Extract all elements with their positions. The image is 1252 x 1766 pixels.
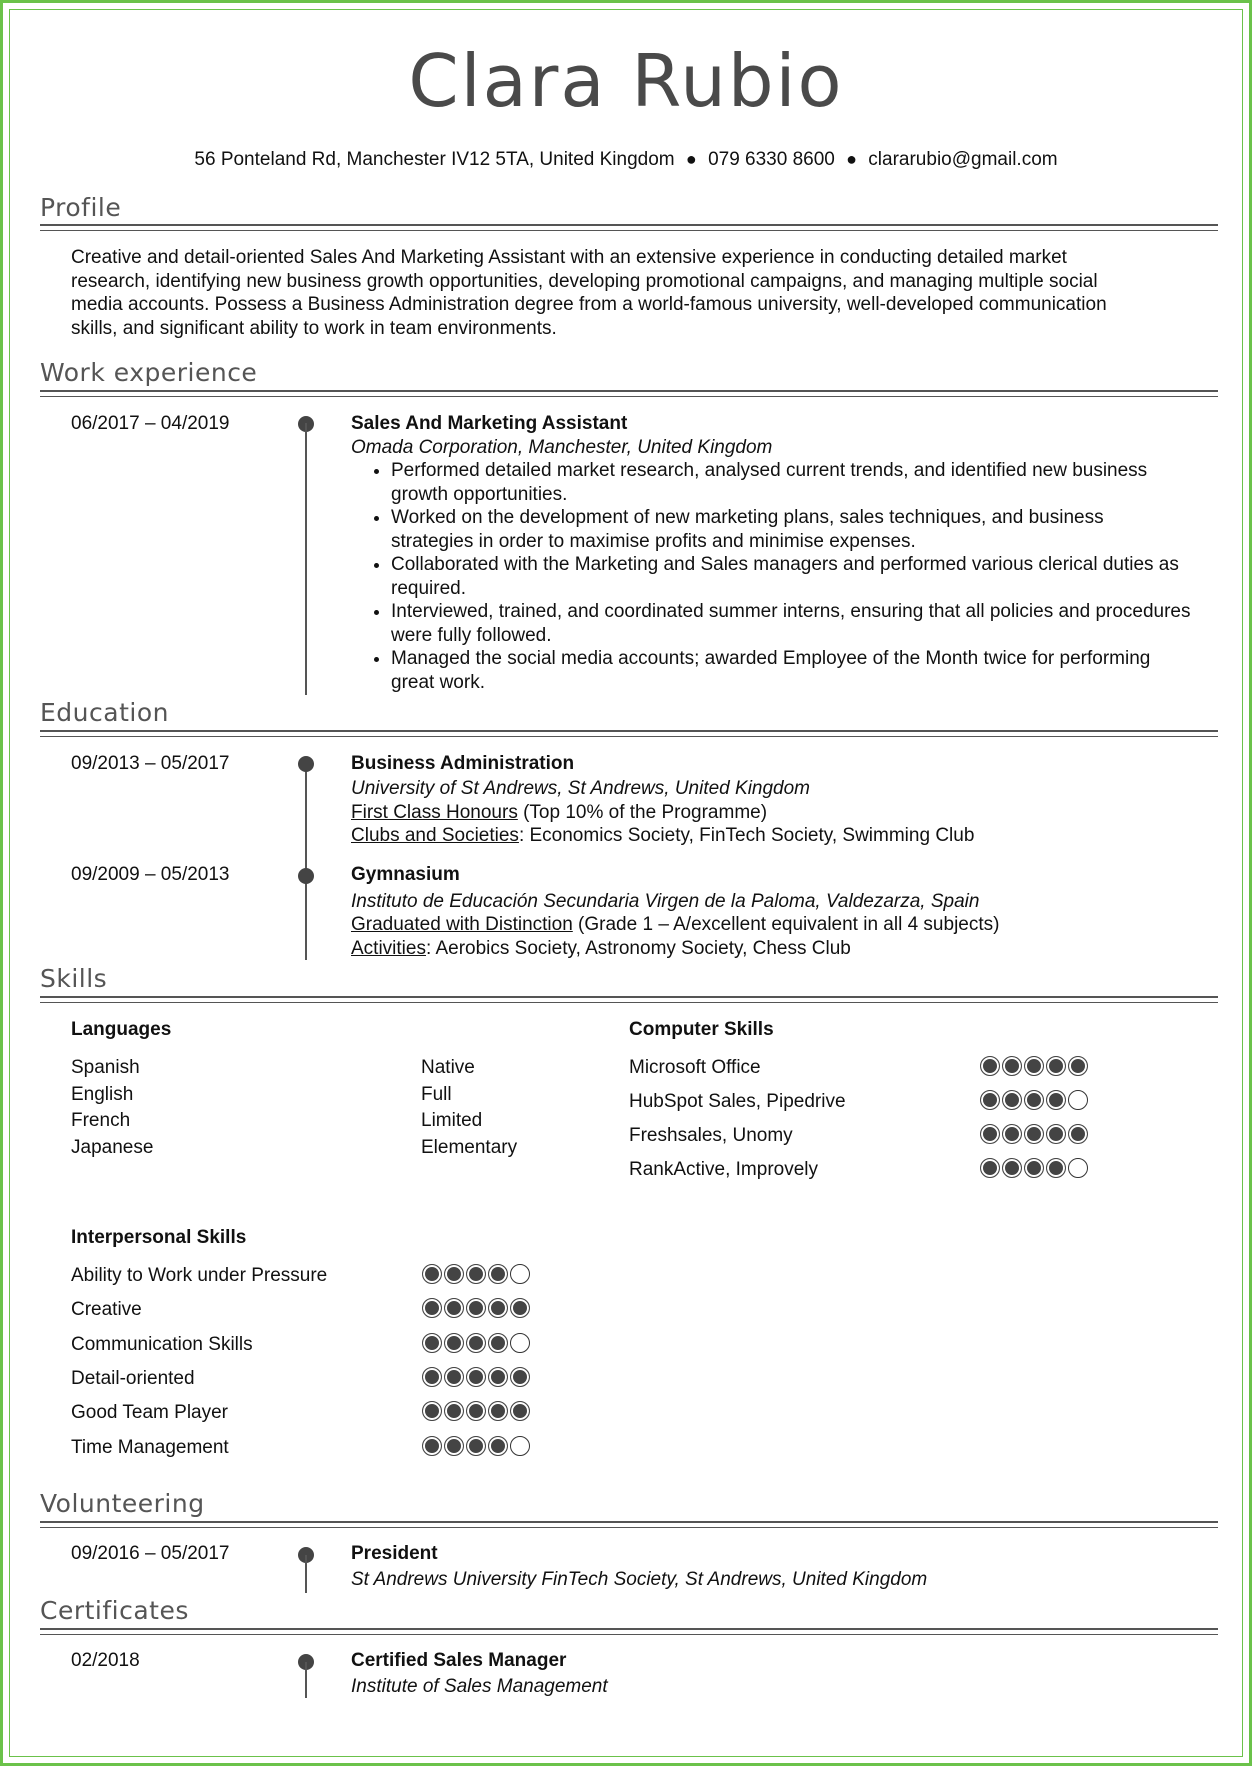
rating-filled-circle-icon (1024, 1056, 1044, 1076)
rating-filled-circle-icon (466, 1264, 486, 1284)
section-title-education: Education (40, 698, 169, 727)
skill-rating (422, 1333, 530, 1353)
education-degree: Business Administration (351, 753, 575, 774)
rating-empty-circle-icon (510, 1333, 530, 1353)
section-divider (40, 996, 1218, 1003)
education-dates: 09/2013 – 05/2017 (71, 753, 230, 774)
section-divider (40, 390, 1218, 397)
education-clubs (351, 824, 974, 848)
email: clararubio@gmail.com (868, 149, 1058, 170)
skill-rating (980, 1056, 1088, 1076)
rating-filled-circle-icon (510, 1298, 530, 1318)
activities-detail: : Aerobics Society, Astronomy Society, Chess Club (425, 938, 851, 959)
honours-detail: (Top 10% of the Programme) (517, 802, 768, 823)
timeline-dot (298, 868, 314, 884)
section-title-profile: Profile (40, 193, 122, 222)
rating-filled-circle-icon (488, 1436, 508, 1456)
candidate-name: Clara Rubio (408, 39, 844, 123)
work-dates: 06/2017 – 04/2019 (71, 413, 230, 434)
rating-filled-circle-icon (1046, 1124, 1066, 1144)
interpersonal-skill-name: Detail-oriented (71, 1368, 195, 1389)
section-title-certificates: Certificates (40, 1596, 189, 1625)
rating-filled-circle-icon (980, 1056, 1000, 1076)
rating-filled-circle-icon (466, 1367, 486, 1387)
section-divider (40, 224, 1218, 231)
rating-filled-circle-icon (1046, 1056, 1066, 1076)
education-honours (351, 801, 767, 825)
rating-filled-circle-icon (1046, 1090, 1066, 1110)
rating-filled-circle-icon (422, 1333, 442, 1353)
skill-rating (422, 1367, 530, 1387)
list-item: • Managed the social media accounts; awarded Employee of the Month twice for performing great work. (391, 647, 1191, 694)
interpersonal-skills-heading: Interpersonal Skills (71, 1227, 247, 1248)
rating-filled-circle-icon (466, 1333, 486, 1353)
skill-rating (980, 1124, 1088, 1144)
rating-filled-circle-icon (422, 1401, 442, 1421)
work-role: Sales And Marketing Assistant (351, 413, 628, 434)
section-divider (40, 1521, 1218, 1528)
rating-filled-circle-icon (422, 1436, 442, 1456)
section-divider (40, 1628, 1218, 1635)
certificate-name: Certified Sales Manager (351, 1650, 567, 1671)
rating-filled-circle-icon (488, 1401, 508, 1421)
skill-rating (422, 1264, 530, 1284)
rating-filled-circle-icon (422, 1298, 442, 1318)
rating-filled-circle-icon (1002, 1056, 1022, 1076)
address: 56 Ponteland Rd, Manchester IV12 5TA, United Kingdom (194, 149, 675, 170)
list-item: • Performed detailed market research, analysed current trends, and identified new business growth opportunities. (391, 459, 1191, 506)
work-company: Omada Corporation, Manchester, United Kingdom (351, 437, 773, 458)
skill-rating (980, 1090, 1088, 1110)
rating-filled-circle-icon (444, 1367, 464, 1387)
certificate-date: 02/2018 (71, 1650, 140, 1671)
language-level: Native (421, 1057, 475, 1078)
interpersonal-skill-name: Ability to Work under Pressure (71, 1265, 328, 1286)
rating-empty-circle-icon (510, 1264, 530, 1284)
rating-filled-circle-icon (444, 1264, 464, 1284)
rating-filled-circle-icon (1068, 1124, 1088, 1144)
clubs-label: Clubs and Societies (351, 825, 519, 846)
rating-filled-circle-icon (1024, 1124, 1044, 1144)
language-name: Japanese (71, 1137, 154, 1158)
computer-skill-name: Microsoft Office (629, 1057, 761, 1078)
rating-empty-circle-icon (1068, 1090, 1088, 1110)
rating-filled-circle-icon (1024, 1158, 1044, 1178)
rating-filled-circle-icon (980, 1158, 1000, 1178)
honours-label: Graduated with Distinction (351, 914, 573, 935)
rating-filled-circle-icon (980, 1090, 1000, 1110)
language-level: Elementary (421, 1137, 518, 1158)
section-title-volunteering: Volunteering (40, 1489, 205, 1518)
rating-filled-circle-icon (1002, 1158, 1022, 1178)
rating-filled-circle-icon (444, 1401, 464, 1421)
timeline-line (305, 1662, 307, 1698)
profile-line: skills, and significant ability to work in team environments. (71, 317, 557, 339)
rating-filled-circle-icon (1068, 1056, 1088, 1076)
separator-dot-icon: ● (685, 149, 697, 169)
clubs-detail: : Economics Society, FinTech Society, Swimming Club (518, 825, 975, 846)
rating-filled-circle-icon (488, 1333, 508, 1353)
rating-filled-circle-icon (422, 1367, 442, 1387)
rating-filled-circle-icon (466, 1401, 486, 1421)
work-bullets (351, 459, 1191, 694)
rating-filled-circle-icon (1024, 1090, 1044, 1110)
skill-rating (422, 1298, 530, 1318)
education-honours (351, 913, 999, 937)
computer-skills-heading: Computer Skills (629, 1019, 774, 1040)
honours-detail: (Grade 1 – A/excellent equivalent in all 4 subjects) (572, 914, 1000, 935)
skill-rating (422, 1401, 530, 1421)
rating-filled-circle-icon (488, 1298, 508, 1318)
interpersonal-skill-name: Communication Skills (71, 1334, 253, 1355)
timeline-line (305, 423, 307, 695)
list-item: • Worked on the development of new marketing plans, sales techniques, and business strategies in order to maximise profits and minimise expenses. (391, 506, 1191, 553)
education-school: Instituto de Educación Secundaria Virgen de la Paloma, Valdezarza, Spain (351, 891, 980, 912)
rating-filled-circle-icon (510, 1401, 530, 1421)
volunteering-org: St Andrews University FinTech Society, St Andrews, United Kingdom (351, 1569, 928, 1590)
timeline-dot (298, 756, 314, 772)
rating-filled-circle-icon (422, 1264, 442, 1284)
volunteering-role: President (351, 1543, 438, 1564)
rating-filled-circle-icon (1046, 1158, 1066, 1178)
education-activities (351, 937, 851, 961)
rating-empty-circle-icon (510, 1436, 530, 1456)
language-name: French (71, 1110, 131, 1131)
computer-skill-name: Freshsales, Unomy (629, 1125, 793, 1146)
rating-filled-circle-icon (466, 1298, 486, 1318)
rating-filled-circle-icon (444, 1333, 464, 1353)
rating-filled-circle-icon (444, 1298, 464, 1318)
rating-filled-circle-icon (510, 1367, 530, 1387)
section-title-work: Work experience (40, 358, 258, 387)
skill-rating (980, 1158, 1088, 1178)
education-dates: 09/2009 – 05/2013 (71, 864, 230, 885)
section-title-skills: Skills (40, 964, 108, 993)
list-item: • Interviewed, trained, and coordinated summer interns, ensuring that all policies and procedures were fully followed. (391, 600, 1191, 647)
interpersonal-skill-name: Good Team Player (71, 1402, 229, 1423)
language-name: Spanish (71, 1057, 140, 1078)
rating-filled-circle-icon (1002, 1124, 1022, 1144)
timeline-line (305, 765, 307, 960)
honours-label: First Class Honours (351, 802, 518, 823)
interpersonal-skill-name: Time Management (71, 1437, 229, 1458)
education-degree: Gymnasium (351, 864, 460, 885)
rating-filled-circle-icon (488, 1367, 508, 1387)
contact-line (3, 149, 1249, 171)
language-level: Limited (421, 1110, 483, 1131)
rating-filled-circle-icon (466, 1436, 486, 1456)
activities-label: Activities (351, 938, 426, 959)
rating-filled-circle-icon (488, 1264, 508, 1284)
education-school: University of St Andrews, St Andrews, United Kingdom (351, 778, 811, 799)
volunteering-dates: 09/2016 – 05/2017 (71, 1543, 230, 1564)
profile-line: Creative and detail-oriented Sales And Marketing Assistant with an extensive experience in conducting detailed market (71, 247, 1067, 268)
interpersonal-skill-name: Creative (71, 1299, 142, 1320)
rating-filled-circle-icon (444, 1436, 464, 1456)
profile-summary (71, 246, 1221, 340)
rating-filled-circle-icon (1002, 1090, 1022, 1110)
languages-heading: Languages (71, 1019, 172, 1040)
profile-line: media accounts. Possess a Business Administration degree from a world-famous university, well-developed communication (71, 294, 1107, 315)
separator-dot-icon: ● (846, 149, 858, 169)
language-level: Full (421, 1084, 452, 1105)
profile-line: research, identifying new business growth opportunities, developing promotional campaigns, and managing multiple social (71, 270, 1098, 292)
computer-skill-name: HubSpot Sales, Pipedrive (629, 1091, 846, 1112)
computer-skill-name: RankActive, Improvely (629, 1159, 819, 1180)
skill-rating (422, 1436, 530, 1456)
phone: 079 6330 8600 (708, 149, 835, 170)
timeline-line (305, 1555, 307, 1593)
rating-empty-circle-icon (1068, 1158, 1088, 1178)
list-item: • Collaborated with the Marketing and Sales managers and performed various clerical duties as required. (391, 553, 1191, 600)
language-name: English (71, 1084, 134, 1105)
certificate-issuer: Institute of Sales Management (351, 1676, 608, 1697)
rating-filled-circle-icon (980, 1124, 1000, 1144)
section-divider (40, 730, 1218, 737)
